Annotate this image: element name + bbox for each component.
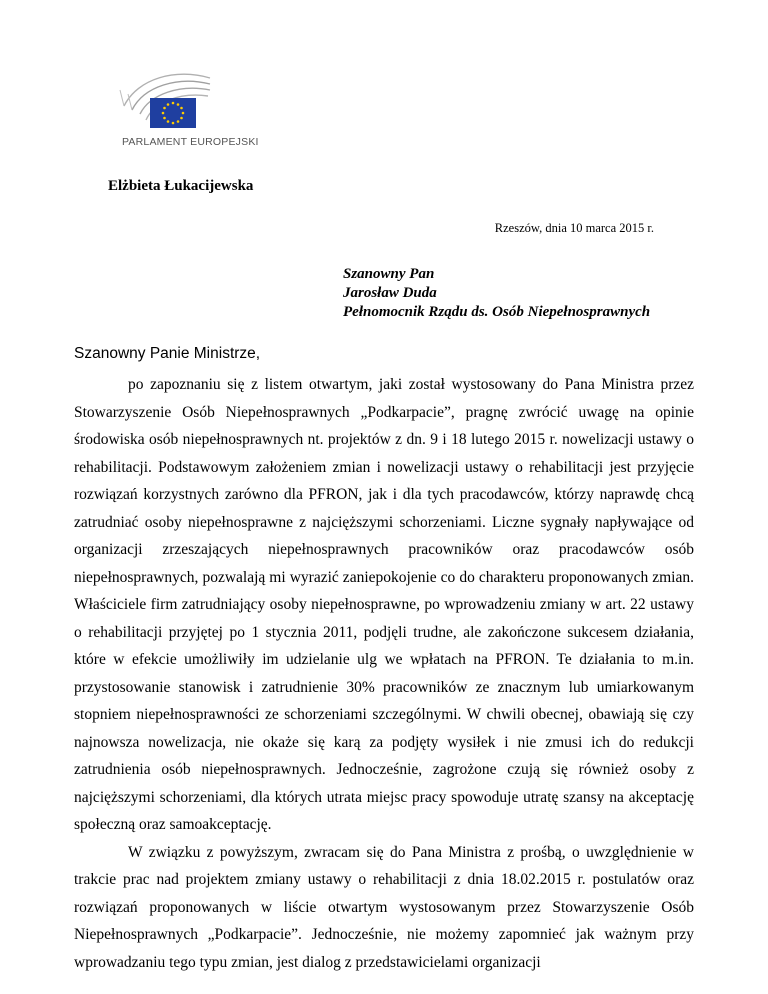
author-name: Elżbieta Łukacijewska <box>108 178 254 194</box>
recipient-name: Jarosław Duda <box>343 285 437 301</box>
logo-text: PARLAMENT EUROPEJSKI <box>122 136 259 148</box>
body-paragraph-2: W związku z powyższym, zwracam się do Pana Ministra z prośbą, o uwzględnienie w trakcie prac nad projektem zmiany ustawy o rehabilitacji z dnia 18.02.2015 r. postulatów oraz rozwiązań proponowanych w liście otwartym wystosowanym przez Stowarzyszenie Osób Niepełnosprawnych „Podkarpacie”. Jednocześnie, nie możemy zapomnieć jak ważnym przy wprowadzaniu tego typu zmian, jest dialog z przedstawicielami organizacji <box>74 843 694 971</box>
salutation: Szanowny Panie Ministrze, <box>74 345 261 362</box>
letter-date: Rzeszów, dnia 10 marca 2015 r. <box>494 221 654 235</box>
european-parliament-logo <box>118 70 258 150</box>
letter-body <box>74 371 694 976</box>
body-paragraph-1: po zapoznaniu się z listem otwartym, jaki został wystosowany do Pana Ministra przez Stowarzyszenie Osób Niepełnosprawnych „Podkarpacie”, pragnę zwrócić uwagę na opinie środowiska osób niepełnosprawnych nt. projektów z dn. 9 i 18 lutego 2015 r. nowelizacji ustawy o rehabilitacji. Podstawowym założeniem zmian i nowelizacji ustawy o rehabilitacji jest przyjęcie rozwiązań korzystnych zarówno dla PFRON, jak i dla tych pracodawców, którzy naprawdę chcą zatrudniać osoby niepełnosprawne z najcięższymi schorzeniami. Liczne sygnały napływające od organizacji zrzeszających niepełnosprawnych pracowników oraz pracodawców osób niepełnosprawnych, pozwalają mi wyrazić zaniepokojenie co do charakteru proponowanych zmian. Właściciele firm zatrudniający osoby niepełnosprawne, po wprowadzeniu zmiany w art. 22 ustawy o rehabilitacji przyjętej po 1 stycznia 2011, podjęli trudne, ale zakończone sukcesem działania, które w efekcie umożliwiły im udzielanie ulg we wpłatach na PFRON. Te działania to m.in. przystosowanie stanowisk i zatrudnienie 30% pracowników ze znacznym lub umiarkowanym stopniem niepełnosprawności ze schorzeniami szczególnymi. W chwili obecnej, obawiają się czy najnowsza nowelizacja, nie okaże się karą za podjęty wysiłek i nie zmusi ich do redukcji zatrudnienia osób niepełnosprawnych. Jednocześnie, zagrożone czują się również osoby z najcięższymi schorzeniami, dla których utrata miejsc pracy spowoduje utratę szansy na akceptację społeczną oraz samoakceptację. <box>74 376 694 833</box>
parliament-hemicycle-icon <box>118 70 258 136</box>
recipient-title: Szanowny Pan <box>343 266 435 282</box>
recipient-block <box>343 265 650 322</box>
recipient-position: Pełnomocnik Rządu ds. Osób Niepełnosprawnych <box>343 304 651 320</box>
